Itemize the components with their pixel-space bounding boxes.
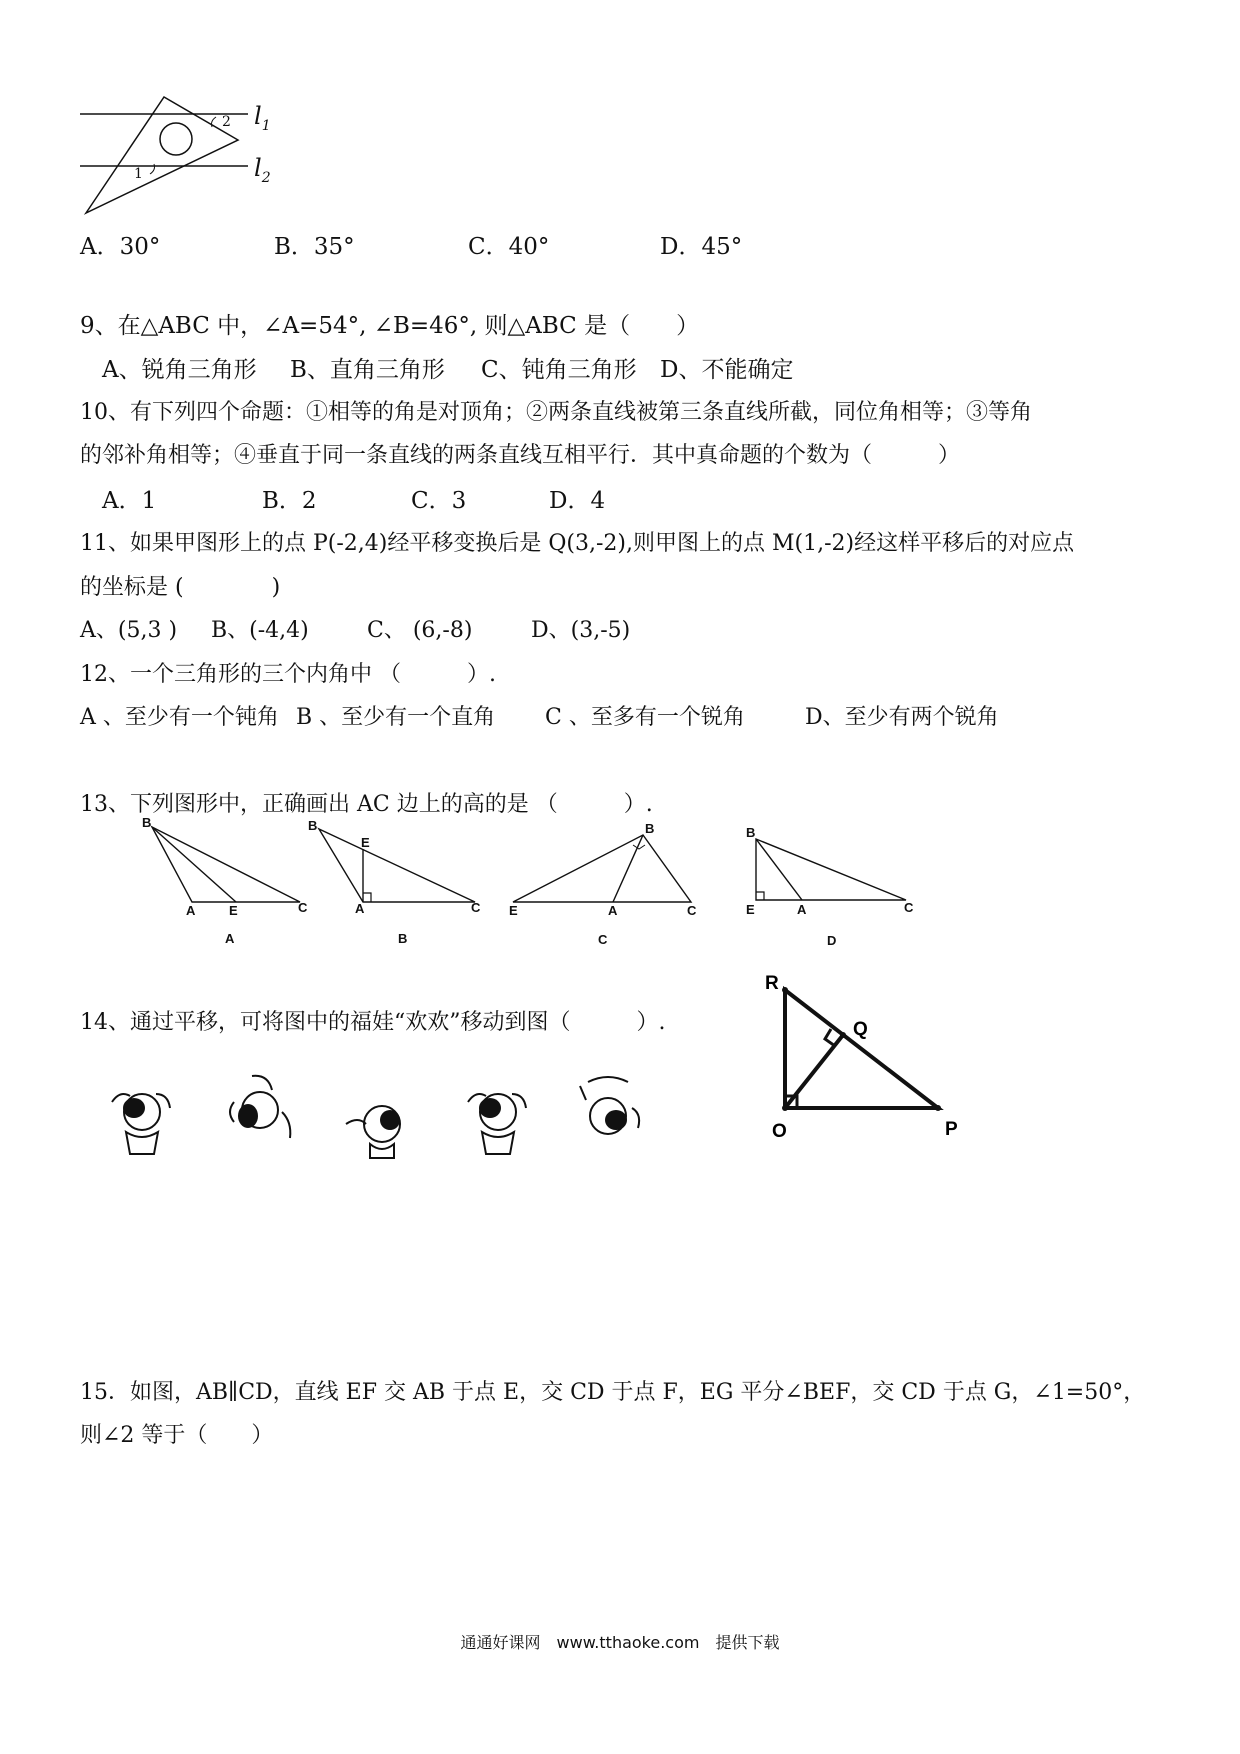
q13d-label-a: A: [797, 902, 807, 917]
q11-option-a: A、(5,3 ): [80, 618, 178, 643]
fuwa-figure-option-1: [222, 1072, 302, 1152]
q13d-label-c: C: [904, 900, 914, 915]
q12-option-c: C 、至多有一个锐角: [545, 705, 745, 730]
q12-option-d: D、至少有两个锐角: [805, 705, 999, 730]
q10-option-b: B．2: [262, 488, 317, 514]
q9-option-b: B、直角三角形: [290, 357, 445, 383]
q10-question-line2: 的邻补角相等；④垂直于同一条直线的两条直线互相平行．其中真命题的个数为（ ）: [80, 443, 961, 468]
q14-question: 14、通过平移，可将图中的福娃“欢欢”移动到图（ ）.: [80, 1010, 666, 1035]
q9-option-d: D、不能确定: [660, 357, 794, 383]
q13-figure-b: [305, 815, 495, 945]
fuwa-figure-option-2: [340, 1094, 420, 1164]
q13b-label-b: B: [308, 818, 318, 833]
q14-label-q: Q: [853, 1019, 868, 1040]
q13c-label-c: C: [687, 903, 697, 918]
q10-option-d: D．4: [549, 488, 606, 514]
q13d-caption: D: [827, 933, 837, 948]
q15-question-line2: 则∠2 等于（ ）: [80, 1423, 274, 1448]
q11-question-line2: 的坐标是 ( ): [80, 575, 281, 600]
fuwa-figure-option-3: [462, 1082, 532, 1162]
q13a-caption: A: [225, 931, 235, 946]
q13a-label-b: B: [142, 815, 152, 830]
q13c-label-b: B: [645, 821, 655, 836]
q14-label-p: P: [945, 1119, 958, 1140]
q9-option-c: C、钝角三角形: [481, 357, 637, 383]
q9-option-a: A、锐角三角形: [102, 357, 257, 383]
fuwa-figure-option-4: [572, 1072, 652, 1152]
q8-angle1-label: 1: [134, 166, 143, 182]
q13-figure-c: [505, 815, 715, 945]
q12-question: 12、一个三角形的三个内角中 （ ）.: [80, 662, 496, 687]
q8-option-b: B．35°: [274, 234, 355, 260]
q13c-label-a: A: [608, 903, 618, 918]
q8-option-c: C．40°: [468, 234, 550, 260]
q13d-label-e: E: [746, 902, 755, 917]
q11-question-line1: 11、如果甲图形上的点 P(-2,4)经平移变换后是 Q(3,-2),则甲图上的点 M(1,-2)经这样平移后的对应点: [80, 531, 1075, 556]
q10-question-line1: 10、有下列四个命题：①相等的角是对顶角；②两条直线被第三条直线所截，同位角相等；③等角: [80, 400, 1032, 425]
q13b-label-c: C: [471, 900, 481, 915]
q13c-label-e: E: [509, 903, 518, 918]
q13a-label-c: C: [298, 900, 308, 915]
q13a-label-a: A: [186, 903, 196, 918]
q13d-label-b: B: [746, 825, 756, 840]
q8-option-a: A．30°: [80, 234, 161, 260]
q13-figure-d: [740, 815, 930, 948]
q10-option-a: A．1: [102, 488, 157, 514]
q13c-caption: C: [598, 932, 608, 947]
q13-question: 13、下列图形中，正确画出 AC 边上的高的是 （ ）.: [80, 792, 653, 817]
q8-option-d: D．45°: [660, 234, 743, 260]
q11-option-c: C、 (6,-8): [367, 618, 473, 643]
q10-option-c: C．3: [411, 488, 467, 514]
fuwa-figure-original: [106, 1082, 176, 1162]
page-footer: 通通好课网 www.tthaoke.com 提供下载: [460, 1633, 780, 1652]
q8-label-l2: $l_2$: [254, 154, 271, 186]
q12-option-a: A 、至少有一个钝角: [80, 705, 279, 730]
q14-rqop-figure: [760, 975, 980, 1145]
q8-angle2-label: 2: [222, 114, 231, 130]
q9-question: 9、在△ABC 中，∠A=54°, ∠B=46°, 则△ABC 是（ ）: [80, 313, 700, 339]
q8-label-l1: $l_1$: [254, 102, 271, 134]
q13-figure-a: [140, 815, 320, 945]
q12-option-b: B 、至少有一个直角: [296, 705, 496, 730]
q14-label-o: O: [772, 1121, 787, 1142]
q11-option-d: D、(3,-5): [531, 618, 631, 643]
q11-option-b: B、(-4,4): [211, 618, 309, 643]
q13b-label-a: A: [355, 901, 365, 916]
q13a-label-e: E: [229, 903, 238, 918]
q14-label-r: R: [765, 973, 779, 994]
q15-question-line1: 15．如图，AB∥CD，直线 EF 交 AB 于点 E，交 CD 于点 F，EG 平分∠BEF，交 CD 于点 G，∠1=50°，: [80, 1380, 1146, 1405]
q13b-caption: B: [398, 931, 408, 946]
q13b-label-e: E: [361, 835, 370, 850]
